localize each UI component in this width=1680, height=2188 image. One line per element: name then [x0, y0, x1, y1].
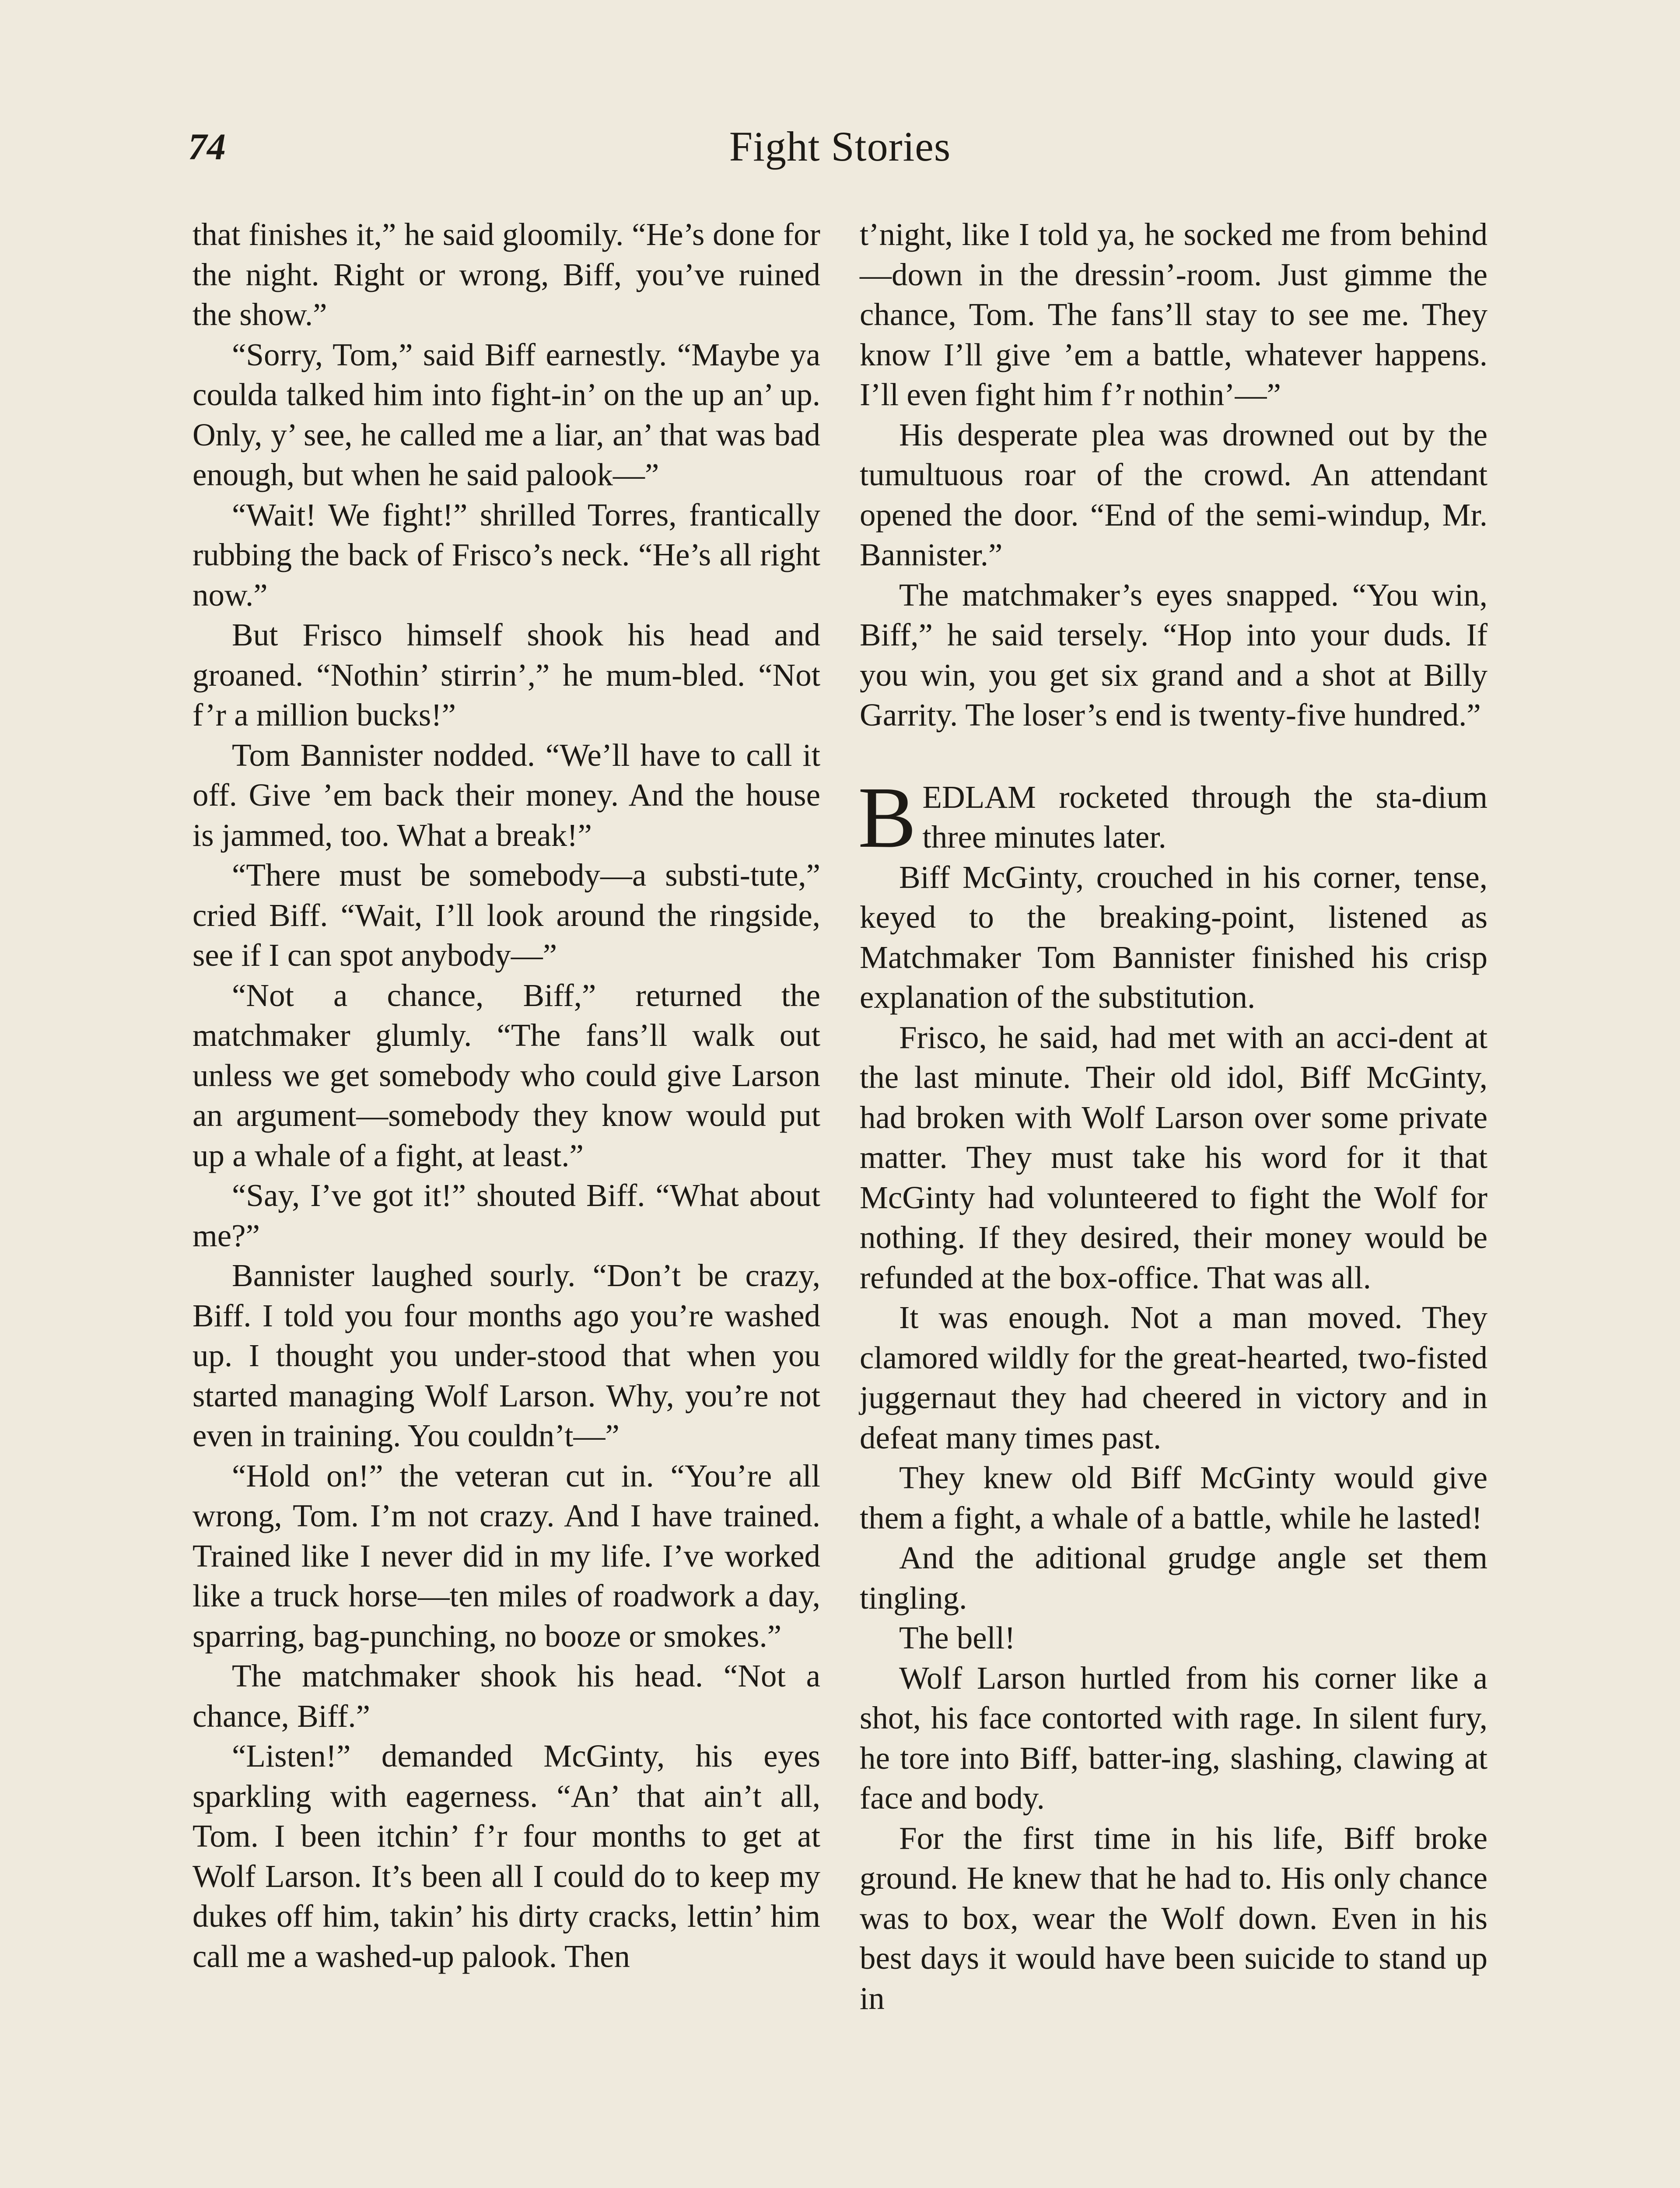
- paragraph: Tom Bannister nodded. “We’ll have to call it off. Give ’em back their money. And the house is jammed, too. What a break!”: [192, 737, 820, 853]
- page-number: 74: [188, 126, 226, 168]
- paragraph: But Frisco himself shook his head and groaned. “Nothin’ stirrin’,” he mum-bled. “Not f’r a million bucks!”: [192, 617, 820, 733]
- paragraph: that finishes it,” he said gloomily. “He’s done for the night. Right or wrong, Biff, you’ve ruined the show.”: [192, 217, 820, 332]
- section-opening-text: EDLAM rocketed through the sta-dium three minutes later.: [922, 779, 1488, 855]
- paragraph: The matchmaker shook his head. “Not a chance, Biff.”: [192, 1658, 820, 1734]
- paragraph: It was enough. Not a man moved. They clamored wildly for the great-hearted, two-fisted juggernaut they had cheered in victory and in defeat many times past.: [860, 1300, 1488, 1455]
- paragraph: “Not a chance, Biff,” returned the matchmaker glumly. “The fans’ll walk out unless we get somebody who could give Larson an argument—somebody they know would put up a whale of a fight, at least.”: [192, 977, 820, 1173]
- paragraph: The matchmaker’s eyes snapped. “You win, Biff,” he said tersely. “Hop into your duds. If you win, you get six grand and a shot at Billy Garrity. The loser’s end is twenty-five hundred.”: [860, 577, 1488, 733]
- left-column: [192, 214, 820, 1976]
- paragraph: Biff McGinty, crouched in his corner, tense, keyed to the breaking-point, listened as Matchmaker Tom Bannister finished his crisp explanation of the substitution.: [860, 859, 1488, 1015]
- paragraph: His desperate plea was drowned out by the tumultuous roar of the crowd. An attendant opened the door. “End of the semi-windup, Mr. Bannister.”: [860, 417, 1488, 572]
- paragraph: Wolf Larson hurtled from his corner like a shot, his face contorted with rage. In silent fury, he tore into Biff, batter-ing, slashing, clawing at face and body.: [860, 1660, 1488, 1816]
- paragraph: For the first time in his life, Biff broke ground. He knew that he had to. His only chance was to box, wear the Wolf down. Even in his best days it would have been suicide to stand up in: [860, 1820, 1488, 2016]
- paragraph: “Listen!” demanded McGinty, his eyes sparkling with eagerness. “An’ that ain’t all, Tom. I been itchin’ f’r four months to get at Wolf Larson. It’s been all I could do to keep my dukes off him, takin’ his dirty cracks, lettin’ him call me a washed-up palook. Then: [192, 1738, 820, 1974]
- paragraph: “Hold on!” the veteran cut in. “You’re all wrong, Tom. I’m not crazy. And I have trained. Trained like I never did in my life. I’ve worked like a truck horse—ten miles of roadwork a day, sparring, bag-punching, no booze or smokes.”: [192, 1458, 820, 1654]
- paragraph: They knew old Biff McGinty would give them a fight, a whale of a battle, while he lasted!: [860, 1460, 1488, 1536]
- section-opening-paragraph: [858, 769, 1488, 866]
- paragraph: Frisco, he said, had met with an acci-dent at the last minute. Their old idol, Biff McGinty, had broken with Wolf Larson over some private matter. They must take his word for it that McGinty had volunteered to fight the Wolf for nothing. If they desired, their money would be refunded at the box-office. That was all.: [860, 1019, 1488, 1295]
- paragraph: “Sorry, Tom,” said Biff earnestly. “Maybe ya coulda talked him into fight-in’ on the up an’ up. Only, y’ see, he called me a liar, an’ that was bad enough, but when he said palook—”: [192, 337, 820, 492]
- paragraph: “Say, I’ve got it!” shouted Biff. “What about me?”: [192, 1178, 820, 1253]
- paragraph: The bell!: [899, 1620, 1015, 1655]
- drop-cap: B: [858, 769, 917, 866]
- paragraph: “There must be somebody—a substi-tute,” cried Biff. “Wait, I’ll look around the ringside, see if I can spot anybody—”: [192, 857, 820, 973]
- paragraph: And the aditional grudge angle set them tingling.: [860, 1540, 1488, 1616]
- running-title: Fight Stories: [729, 123, 951, 170]
- right-column: [860, 214, 1488, 2018]
- paragraph: t’night, like I told ya, he socked me from behind—down in the dressin’-room. Just gimme the chance, Tom. The fans’ll stay to see me. They know I’ll give ’em a battle, whatever happens. I’ll even fight him f’r nothin’—”: [860, 217, 1488, 412]
- paragraph: Bannister laughed sourly. “Don’t be crazy, Biff. I told you four months ago you’re washed up. I thought you under-stood that when you started managing Wolf Larson. Why, you’re not even in training. You couldn’t—”: [192, 1258, 820, 1453]
- page-header: [188, 118, 1492, 175]
- paragraph: “Wait! We fight!” shrilled Torres, frantically rubbing the back of Frisco’s neck. “He’s all right now.”: [192, 497, 820, 613]
